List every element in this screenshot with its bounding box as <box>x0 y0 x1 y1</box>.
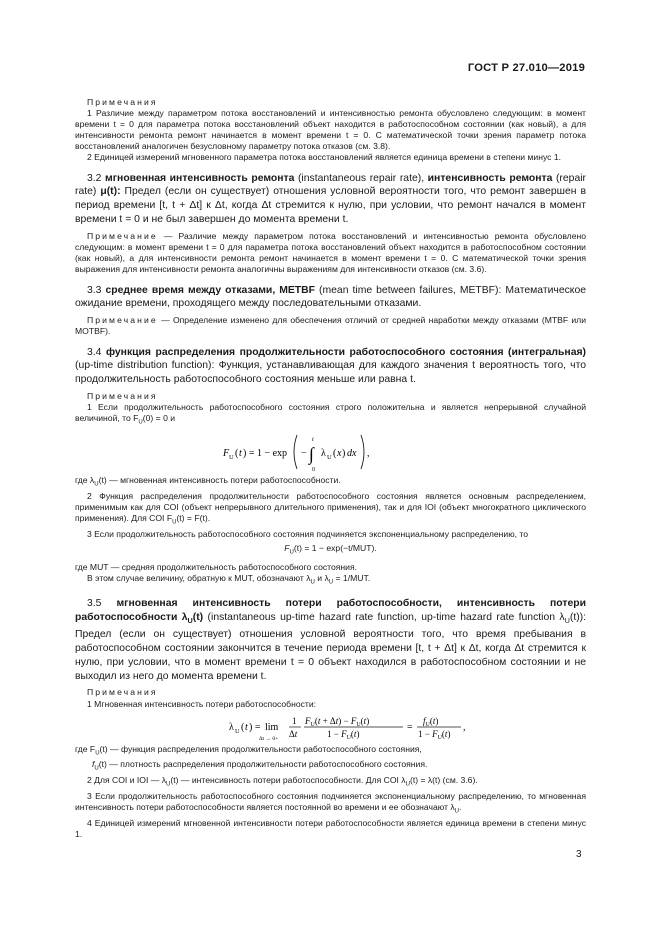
page-number: 3 <box>576 849 582 860</box>
svg-text:dx: dx <box>346 448 356 460</box>
svg-text:λ: λ <box>320 448 326 460</box>
svg-text:Δt: Δt <box>288 728 297 739</box>
svg-text:∫: ∫ <box>308 444 314 465</box>
note-text: 2 Для COI и IOI — $\lambda_U(t)$ — интенсивность потери работоспособности. Для COI $\lambda_U(t) = \lambda(t)$ (см. 3.6). <box>87 775 478 788</box>
formula-where: где $\lambda_U(t)$ — мгновенная интенсивность потери работоспособности. <box>75 475 341 488</box>
note-text: 1 Мгновенная интенсивность потери работоспособности: <box>87 698 317 709</box>
term-name: мгновенная интенсивность ремонта <box>105 172 295 184</box>
svg-text:,: , <box>366 448 369 460</box>
svg-text:,: , <box>462 721 465 733</box>
term-number: 3.5 <box>87 597 102 609</box>
term-name: функция распределения продолжительности работоспособного состояния (интегральная) <box>105 346 586 358</box>
term-name: интенсивность ремонта <box>427 172 553 184</box>
formula-where: где $F_U(t)$ — функция распределения продолжительности работоспособного состояния, <box>75 743 422 757</box>
page-body <box>75 97 586 840</box>
formula-hazard-rate <box>75 710 586 744</box>
note-text <box>75 231 586 275</box>
svg-text:x: x <box>336 448 341 460</box>
term-3-2 <box>75 172 586 228</box>
svg-text:) = 1 − exp: ) = 1 − exp <box>242 448 287 460</box>
term-number: 3.2 <box>87 172 102 184</box>
term-3-4 <box>75 346 586 388</box>
term-english: (mean time between failures, METBF): <box>319 284 502 296</box>
formula-exponential: $F_U(t) = 1 - \exp(-t/MUT)$. <box>284 543 377 556</box>
svg-text:=: = <box>406 721 413 733</box>
svg-text:0: 0 <box>311 467 315 474</box>
svg-text:F: F <box>222 448 229 460</box>
notes-title: Примечания <box>87 97 158 107</box>
svg-text:U: U <box>228 454 234 462</box>
svg-text:(: ( <box>332 448 336 460</box>
svg-text:1: 1 <box>291 715 296 726</box>
term-english: (repair rate) <box>75 172 586 198</box>
term-definition: Предел (если он существует) отношения условной вероятности того, что ремонт завершен в период времени [t, t + Δt] к Δt, когда Δt стремится к нулю, при условии, что ремонт начался в момент времени t = 0 и не был завершен до момента времени t. <box>75 186 586 226</box>
svg-text:t: t <box>311 437 314 444</box>
svg-text:(: ( <box>234 448 238 460</box>
note-text: 4 Единицей измерений мгновенной интенсивности потери работоспособности является единица времени в степени минус 1. <box>75 817 586 840</box>
term-definition: Предел (если он существует) отношения условной вероятности того, что время пребывания в работоспособном состоянии закончится в течение периода времени [t, t + Δt] к Δt, когда Δt стремится к нулю, при условии, что в момент времени t = 0 объект находился в работоспособном состоянии и не выходил из него до момента времени t. <box>75 628 586 682</box>
note-body: — Различие между параметром потока восстановлений и интенсивностью ремонта обусловлено следующим: в момент времени t = 0 для параметра потока восстановлений объект находится в работоспособном состоянии (как новый), а для интенсивности ремонта ремонт начинается в момент времени t = 0. С математической точки зрения выражения для интенсивности ремонта аналогичны выражениям для интенсивности отказов (см. 3.6). <box>75 231 587 275</box>
formula-where: где MUT — средняя продолжительность работоспособного состояния. <box>75 562 358 572</box>
note-text: 1 Если продолжительность работоспособного состояния строго положительна и является непрерывной случайной величиной, то $F_U(0) = 0$ и <box>75 402 586 427</box>
note-body: — Определение изменено для обеспечения отличий от средней наработки между отказами (MTBF или MOTBF). <box>75 315 586 337</box>
note-text: 2 Функция распределения продолжительности работоспособного состояния является основным распределением, применимым как для COI (объект непрерывного длительного применения), так и для IOI (объект многократного циклического применения). Для COI $F_U(t) = F(t)$. <box>75 491 586 526</box>
notes-title: Примечания <box>87 687 158 698</box>
note-text: В этом случае величину, обратную к MUT, обозначают $\lambda_U$ и $\lambda_U = 1/MUT$. <box>87 573 371 586</box>
note-text: 2 Единицей измерений мгновенного параметра потока восстановлений является единица времени в степени минус 1. <box>87 152 562 163</box>
term-symbol: μ(t): <box>100 186 121 198</box>
term-english: (up-time distribution function): <box>75 360 215 372</box>
svg-text:): ) <box>341 448 345 460</box>
term-number: 3.4 <box>87 346 102 358</box>
formula-svg <box>211 429 451 475</box>
svg-text:t: t <box>244 721 248 733</box>
svg-text:) =: ) = <box>248 721 260 733</box>
term-3-5: 3.5 мгновенная интенсивность потери работоспособности, интенсивность потери работоспособности $\lambda_U(t)$ (instantaneous up-time hazard rate function, up-time hazard rate function $\lambda_U(t)$): Предел (если он существует) отношения условной вероятности того, что время пребывания в работоспособном состоянии закончится в течение периода времени [t, t + Δt] к Δt, когда Δt стремится к нулю, при условии, что в момент времени t = 0 объект находился в работоспособном состоянии и не выходил из него до момента времени t. <box>75 597 587 682</box>
notes-title: Примечания <box>87 391 158 402</box>
note-label: Примечание <box>87 231 158 242</box>
document-number: ГОСТ Р 27.010—2019 <box>467 62 585 74</box>
term-name: мгновенная интенсивность потери работоспособности, интенсивность потери работоспособности <box>75 597 586 623</box>
svg-text:1 − FU(t): $1 - F_U(t)$ <box>326 728 359 741</box>
term-number: 3.3 <box>87 284 102 296</box>
note-label: Примечание <box>87 315 158 326</box>
term-english: (instantaneous repair rate), <box>297 172 425 184</box>
svg-text:λ: λ <box>228 721 234 733</box>
svg-text:FU(t + Δt) − FU(t): $F_U(t + \Delta t) - F_U(t)$ <box>304 715 369 728</box>
svg-text:fU(t): $f_U(t)$ <box>422 715 438 728</box>
term-definition: Математическое ожидание времени, проходящего между последовательными отказами. <box>75 284 587 310</box>
svg-text:t: t <box>238 448 242 460</box>
formula-svg <box>171 710 491 744</box>
note-text <box>75 315 586 337</box>
svg-text:lim: lim <box>264 721 278 733</box>
svg-text:U: U <box>326 454 332 462</box>
svg-text:(: ( <box>240 721 244 733</box>
note-text: 3 Если продолжительность работоспособного состояния подчиняется экспоненциальному распределению, то мгновенная интенсивность потери работоспособности является постоянной во времени и ее обозначают $\lambda_U$. <box>75 791 586 815</box>
term-name: среднее время между отказами, METBF <box>105 284 316 296</box>
svg-text:Δt → 0+: Δt → 0+ <box>258 735 278 742</box>
term-english: (instantaneous up-time hazard rate function, up-time hazard rate function $\lambda_U(t)$): <box>207 611 587 625</box>
formula-where: $f_U(t)$ — плотность распределения продолжительности работоспособного состояния. <box>92 759 428 773</box>
svg-text:U: U <box>234 727 240 735</box>
formula-uptime-distribution <box>75 429 586 475</box>
note-text: 3 Если продолжительность работоспособного состояния подчиняется экспоненциальному распределению, то <box>87 529 529 540</box>
term-definition: Функция, устанавливающая для каждого значения t вероятность того, что продолжительность работоспособного состояния меньше или равна t. <box>75 360 587 386</box>
svg-text:1 − FU(t): $1 - F_U(t)$ <box>417 728 450 741</box>
svg-text:−: − <box>300 448 307 460</box>
term-3-3 <box>75 284 586 312</box>
note-text: 1 Различие между параметром потока восстановлений и интенсивностью ремонта обусловлено следующим: в момент времени t = 0 для параметра потока восстановлений объект находится в работоспособном состоянии (как новый), а для интенсивности ремонта ремонт начинается в момент времени t = 0. С математической точки зрения параметр потока восстановлений аналогичен безусловному параметру потока отказов (см. 3.8). <box>75 108 586 152</box>
